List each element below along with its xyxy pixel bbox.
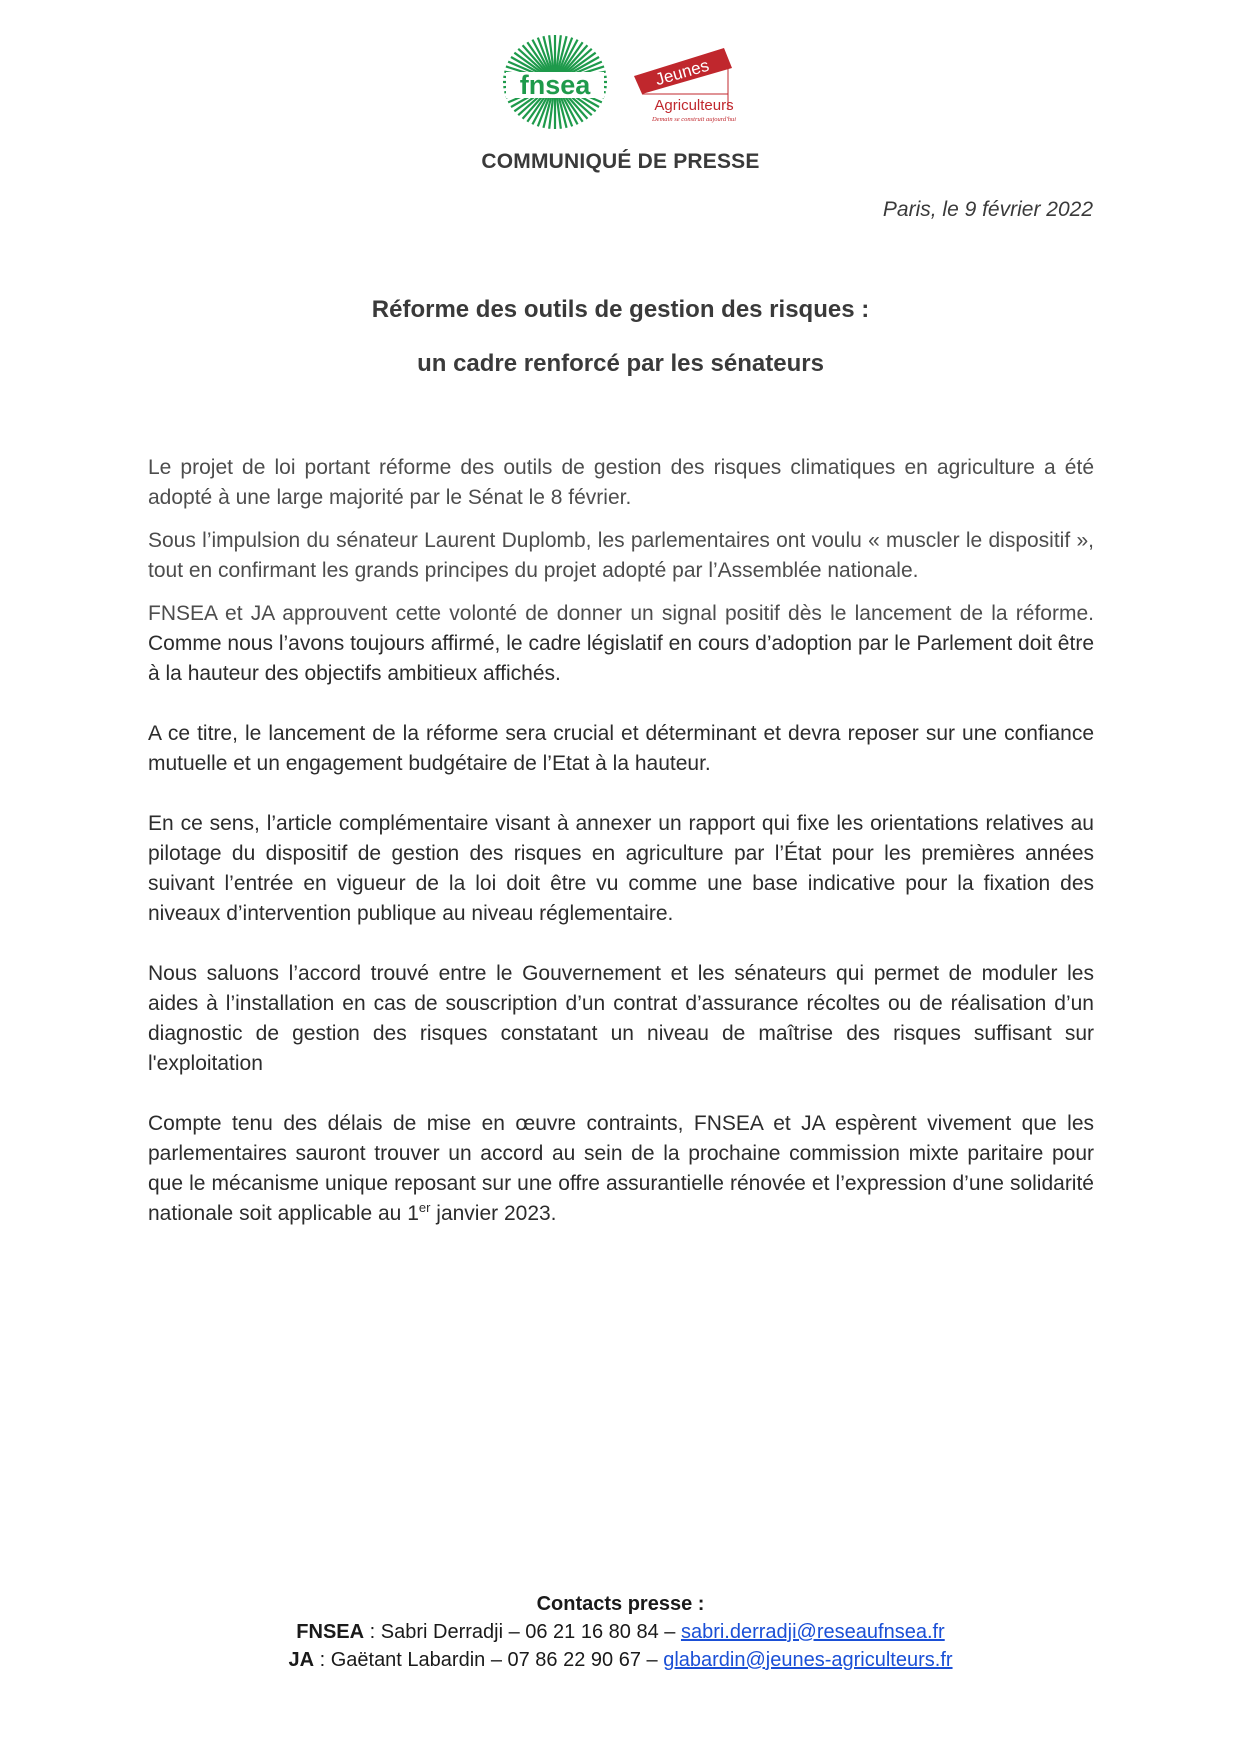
paragraph-1: Le projet de loi portant réforme des outils de gestion des risques climatiques en agriculture a été adopté à une large majorité par le Sénat le 8 février.: [148, 456, 1094, 509]
contact-fnsea-email-link[interactable]: sabri.derradji@reseaufnsea.fr: [680, 1621, 945, 1643]
release-date: Paris, le 9 février 2022: [882, 198, 1093, 221]
paragraph-2: Sous l’impulsion du sénateur Laurent Duplomb, les parlementaires ont voulu « muscler le dispositif », tout en confirmant les grands principes du projet adopté par l’Assemblée nationale.: [148, 529, 1094, 582]
contact-ja-details: Gaëtant Labardin – 07 86 22 90 67 –: [330, 1649, 664, 1671]
ja-logo-tagline: Demain se construit aujourd'hui: [651, 116, 737, 123]
contacts-heading: Contacts presse :: [536, 1593, 705, 1615]
paragraph-7-end: janvier 2023.: [430, 1202, 557, 1225]
ja-logo-line1: Jeunes: [653, 55, 712, 90]
paragraph-3-part-1: FNSEA et JA approuvent cette volonté de donner un signal positif dès le lancement de la réforme.: [148, 602, 1094, 625]
paragraph-4: A ce titre, le lancement de la réforme sera crucial et déterminant et devra reposer sur une confiance mutuelle et un engagement budgétaire de l’Etat à la hauteur.: [148, 722, 1094, 775]
press-release-label: COMMUNIQUÉ DE PRESSE: [481, 150, 760, 173]
contact-fnsea-org: FNSEA: [296, 1621, 365, 1643]
contact-fnsea-separator: :: [364, 1621, 381, 1643]
contact-ja-separator: :: [314, 1649, 331, 1671]
paragraph-7-main: Compte tenu des délais de mise en œuvre contraints, FNSEA et JA espèrent vivement que les parlementaires sauront trouver un accord au sein de la prochaine commission mixte paritaire pour que le mécanisme unique reposant sur une offre assurantielle rénovée et l’expression d’une solidarité nationale soit applicable au 1: [148, 1112, 1094, 1225]
ja-logo-line2: Agriculteurs: [654, 97, 734, 114]
contact-fnsea-details: Sabri Derradji – 06 21 16 80 84 –: [380, 1621, 681, 1643]
title-line-2: un cadre renforcé par les sénateurs: [417, 350, 824, 377]
paragraph-7-superscript: er: [418, 1200, 431, 1215]
jeunes-agriculteurs-logo: [628, 44, 758, 124]
contact-ja-email-link[interactable]: glabardin@jeunes-agriculteurs.fr: [663, 1649, 953, 1671]
fnsea-logo-text: fnsea: [519, 70, 591, 100]
paragraph-5: En ce sens, l’article complémentaire visant à annexer un rapport qui fixe les orientations relatives au pilotage du dispositif de gestion des risques en agriculture par l’État pour les premières années suivant l’entrée en vigueur de la loi doit être vu comme une base indicative pour la fixation des niveaux d’intervention publique au niveau réglementaire.: [148, 812, 1094, 925]
press-contacts: [0, 1590, 1241, 1674]
fnsea-logo: [500, 32, 610, 132]
title-line-1: Réforme des outils de gestion des risques :: [371, 296, 870, 323]
contact-ja-org: JA: [288, 1649, 315, 1671]
body-text: [148, 453, 1094, 1229]
contact-fnsea: [0, 1618, 1241, 1646]
paragraph-6: Nous saluons l’accord trouvé entre le Gouvernement et les sénateurs qui permet de moduler les aides à l’installation en cas de souscription d’un contrat d’assurance récoltes ou de réalisation d’un diagnostic de gestion des risques constatant un niveau de maîtrise des risques suffisant sur l'exploitation: [148, 962, 1094, 1075]
paragraph-3-part-2: Comme nous l’avons toujours affirmé, le cadre législatif en cours d’adoption par le Parlement doit être à la hauteur des objectifs ambitieux affichés.: [148, 632, 1094, 685]
contact-ja: [0, 1646, 1241, 1674]
paragraph-3: [148, 599, 1094, 689]
logos-header: [500, 32, 760, 132]
paragraph-7: [148, 1109, 1094, 1229]
